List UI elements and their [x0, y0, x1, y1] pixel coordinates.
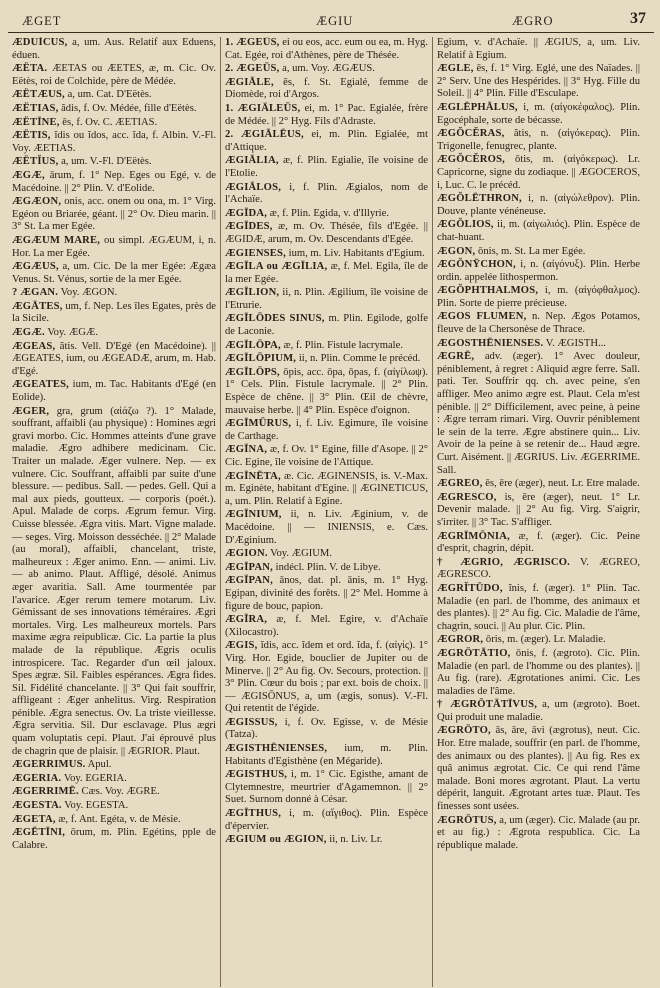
- dictionary-entry: [437, 648, 640, 698]
- dictionary-entry: [12, 406, 216, 759]
- entry-headword: ÆGÆUM MARE,: [12, 234, 101, 246]
- entry-definition: ătis, n. (αἰγόκερας). Plin. Trigonelle, fenugrec, plante.: [437, 128, 640, 152]
- columns: [8, 37, 654, 987]
- dictionary-entry: [437, 63, 640, 101]
- dictionary-entry: [12, 786, 216, 799]
- entry-headword: ÆËTA.: [12, 63, 48, 75]
- dictionary-entry: [12, 103, 216, 116]
- entry-headword: ÆGRŌTUS,: [437, 814, 497, 826]
- entry-headword: ÆGRŌTO,: [437, 725, 491, 737]
- entry-definition: ōnis, f. (ægroto). Cic. Plin. Maladie (en parl. de l'homme ou des plantes). || Au fig. (rare). Ægrotationes animi. Cic. Les maladies de l'âme.: [437, 647, 640, 697]
- entry-headword: ÆGOSTHĒNIENSES.: [437, 337, 544, 349]
- entry-headword: ÆGON,: [437, 245, 476, 257]
- entry-definition: æ, f. Plin. Egialie, île voisine de l'Etolie.: [225, 155, 428, 179]
- entry-definition: a, um (æger). Cic. Malade (au pr. et au fig.) : Ægrota respublica. Cic. La république malade.: [437, 814, 640, 851]
- entry-definition: æ, f. Mel. Egire, v. d'Achaïe (Xilocastro).: [225, 614, 428, 638]
- entry-headword: ÆGLĒPHĀLUS,: [437, 101, 518, 113]
- entry-headword: ÆGŎCĔROS,: [437, 154, 506, 166]
- entry-definition: onis, acc. onem ou ona, m. 1° Virg. Egéon ou Briarée, géant. || 2° Ov. Dieu marin. || 3° St. La mer Egée.: [12, 196, 216, 233]
- entry-headword: ÆGĪDES,: [225, 221, 273, 233]
- dictionary-entry: [225, 77, 428, 102]
- dictionary-entry: [225, 103, 428, 128]
- entry-definition: i, f. Plin. Ægialos, nom de l'Achaïe.: [225, 181, 428, 206]
- entry-definition: ōris, m. (æger). Lr. Maladie.: [485, 634, 606, 646]
- dictionary-entry: [225, 208, 428, 221]
- entry-definition: æ, m. Ov. Thésée, fils d'Egée. || ÆGIDÆ, arum, m. Ov. Descendants d'Egée.: [225, 221, 428, 245]
- entry-headword: ÆGŎLĒTHRON,: [437, 193, 522, 205]
- entry-headword: ÆGĪTHUS,: [225, 808, 282, 820]
- dictionary-entry: [437, 154, 640, 192]
- entry-headword: ÆGĪNIUM,: [225, 509, 282, 521]
- entry-definition: ii, n. Plin. Ægilium, île voisine de l'Etrurie.: [225, 287, 429, 311]
- entry-headword: † ÆGRŌTĀTĪVUS,: [437, 699, 538, 711]
- dictionary-entry: [437, 492, 640, 530]
- entry-headword: ÆGĪLŌPS,: [225, 366, 280, 378]
- entry-headword: ÆËTĪNE,: [12, 116, 60, 128]
- entry-headword: ÆGREO,: [437, 478, 483, 490]
- dictionary-entry: [437, 259, 640, 284]
- dictionary-entry: [225, 548, 428, 561]
- entry-definition: æ, f. Ov. 1° Egine, fille d'Asope. || 2° Cic. Egine, île voisine de l'Attique.: [225, 444, 428, 468]
- entry-headword: ÆGIENSES,: [225, 247, 286, 259]
- entry-headword: ÆGIĀLE,: [225, 76, 274, 88]
- entry-definition: ēs, f. Ov. C. ÆETIAS.: [62, 116, 158, 128]
- entry-headword: ÆGION.: [225, 548, 268, 560]
- entry-definition: ās, āre, āvi (ægrotus), neut. Cic. Hor. Etre malade, souffrir (en parl. de l'homme, des animaux ou des plantes). || Au fig. Res ex quâ animus ægrotat. Cic. Ce qui rend l'âme malade. Boni mores ægrotant. Plaut. La vertu dépérit, languit. Ægrotant artes tuæ. Plaut. Tes finesses sont usées.: [437, 725, 640, 813]
- dictionary-entry: [12, 814, 216, 827]
- dictionary-entry: [225, 562, 428, 575]
- dictionary-entry: [437, 128, 640, 153]
- entry-headword: ÆGĪPAN,: [225, 575, 273, 587]
- dictionary-entry: [12, 800, 216, 813]
- entry-headword: ÆGĪNA,: [225, 444, 268, 456]
- dictionary-entry: [225, 471, 428, 509]
- entry-headword: ÆGĪDA,: [225, 207, 268, 219]
- entry-headword: ÆGIĀLIA,: [225, 155, 279, 167]
- entry-definition: ii, n. Liv. Æginium, v. de Macédoine. || — INIENSIS, e. Cæs. D'Æginium.: [225, 509, 428, 546]
- entry-headword: ÆGERRIMĒ.: [12, 786, 79, 798]
- dictionary-entry: [12, 37, 216, 62]
- entry-definition: i, m. (αἰγοκέφαλος). Plin. Egocéphale, sorte de bécasse.: [437, 101, 641, 126]
- entry-definition: ĭnis, f. (æger). 1° Plin. Tac. Maladie (en parl. de l'homme, des animaux et des plantes). || 2° Au fig. Cic. Maladie de l'âme, chagrin, souci. || Au plur. Cic. Plin.: [437, 582, 640, 632]
- dictionary-entry: [225, 717, 428, 742]
- dictionary-entry: [12, 170, 216, 195]
- entry-headword: ÆËTĬUS,: [12, 156, 59, 168]
- entry-definition: æ, f. Mel. Egila, île de la mer Egée.: [225, 261, 428, 285]
- entry-headword: ÆGERIA.: [12, 772, 62, 784]
- entry-definition: indécl. Plin. V. de Libye.: [275, 561, 381, 573]
- entry-headword: ÆGRESCO,: [437, 491, 497, 503]
- dictionary-entry: [225, 261, 428, 286]
- entry-definition: Voy. ÆGÆ.: [47, 327, 98, 339]
- dictionary-entry: [225, 182, 428, 207]
- entry-definition: ōtis, m. (αἰγόκερως). Lr. Capricorne, signe du zodiaque. || ÆGOCEROS, i, Luc. C. le précéd.: [437, 154, 640, 191]
- entry-definition: æ, f. Plin. Egida, v. d'Illyrie.: [269, 207, 389, 219]
- entry-headword: 2. ÆGEŪS,: [225, 63, 280, 75]
- dictionary-entry: [12, 156, 216, 169]
- entry-headword: ÆGRĒ,: [437, 351, 475, 363]
- entry-definition: Voy. ÆGIUM.: [270, 548, 332, 560]
- dictionary-entry: [225, 808, 428, 833]
- dictionary-entry: [225, 640, 428, 716]
- entry-headword: ÆGŎCĔRAS,: [437, 128, 505, 140]
- dictionary-entry: [437, 219, 640, 244]
- entry-definition: ium, m. Liv. Habitants d'Egium.: [288, 247, 425, 259]
- dictionary-entry: [12, 773, 216, 786]
- dictionary-entry: [225, 353, 428, 366]
- dictionary-entry: [225, 155, 428, 180]
- entry-definition: ārum, f. 1° Nep. Eges ou Egé, v. de Macédoine. || 2° Plin. V. d'Eolide.: [12, 169, 216, 194]
- dictionary-entry: [437, 531, 640, 556]
- entry-definition: ei, m. 1° Pac. Egialée, frère de Médée. || 2° Hyg. Fils d'Adraste.: [225, 102, 428, 127]
- entry-definition: um, f. Nep. Les îles Egates, près de la Sicile.: [12, 300, 216, 325]
- entry-headword: ÆGĪLŌDES SINUS,: [225, 313, 325, 325]
- dictionary-entry: [12, 196, 216, 234]
- header-left-guideword: ÆGET: [22, 14, 62, 28]
- entry-definition: m. Plin. Egilode, golfe de Laconie.: [225, 313, 428, 338]
- entry-definition: Voy. EGERIA.: [63, 772, 127, 784]
- header-middle-guideword: ÆGIU: [316, 14, 354, 28]
- entry-headword: ÆGĪPAN,: [225, 561, 273, 573]
- entry-headword: ÆGŎPHTHALMOS,: [437, 285, 539, 297]
- entry-headword: ÆGEATES,: [12, 379, 70, 391]
- entry-definition: is, ēre (æger), neut. 1° Lr. Devenir malade. || 2° Au fig. Virg. S'aigrir, s'irriter. || 3° Tac. S'affliger.: [437, 491, 640, 528]
- entry-definition: ătis. Vell. D'Egé (en Macédoine). || ÆGEATES, ium, ou ÆGEADÆ, arum, m. Hab. d'Egé.: [12, 340, 216, 377]
- entry-definition: ĭdis ou ĭdos, acc. ĭda, f. Albin. V.-Fl. Voy. ÆETIAS.: [12, 130, 216, 154]
- entry-definition: ēs, ēre (æger), neut. Lr. Etre malade.: [485, 478, 640, 490]
- entry-headword: ÆËTÆUS,: [12, 89, 65, 101]
- running-header: [8, 6, 654, 33]
- entry-definition: ei, m. Plin. Egialée, mt d'Attique.: [225, 129, 428, 153]
- entry-headword: ÆGĪNĒTA,: [225, 470, 281, 482]
- entry-definition: gra, grum (αἰάζω ?). 1° Malade, souffrant, affaibli (au physique) : Homines ægri gravi morbo. Cic. Hommes atteints d'une grave maladie. Ægro adhibere medicinam. Cic. Traiter un malade. Æger vulnere. Nep. — ex vulnere. Cic. Souffrant, affaibli par suite d'une blessure. — pedibus. Sall. — pedes. Gell. Qui a mal aux pieds, goutteux. — corporis (poét.). Apul. Malade de corps. Ægrum femur. Virg. Cuisse blessée. Ægra vitis. Mart. Vigne malade. — seges. Virg. Moisson desséchée. || 2° Malade (au moral), affaibli, chancelant, triste, malheureux : Æger animo. Enn. — animi. Liv. — ab animo. Plaut. Affligé, désolé. Animus æger avaritia. Sall. Ame tourmentée par l'avarice. Æger rerum temere motarum. Liv. Gémissant de ses innovations téméraires. Ægri mortales. Virg. Les malheureux mortels. Pars maxime ægra reipublicæ. Cic. La partie la plus malade de la république. Ægris oculis introspicere. Tac. Regarder d'un œil jaloux. Spes ægræ. Sil. Faibles espérances. Ægra fides. Sil. Fidélité chancelante. || 3° Qui fait souffrir, affligeant : Æger anhelitus. Virg. Respiration pénible. Ægra senectus. Ov. La triste vieillesse. Ægra servitia. Sil. Dur esclavage. Plus ægri quam voluptatis cepi. Plaut. J'ai éprouvé plus de chagrin que de plaisir. || ÆGRIOR. Plaut.: [12, 405, 216, 757]
- entry-headword: † ÆGRIO, ÆGRISCO.: [437, 556, 571, 568]
- entry-definition: ĭdis, acc. ĭdem et ord. ĭda, f. (αἰγίς). 1° Virg. Hor. Egide, bouclier de Jupiter ou de Minerve. || 2° Au fig. Ov. Secours, protection. || 3° Plin. Cœur du bois ; par ext. bois de choix. || — ÆGISŌNUS, a, um (ægis, sonus). V.-Fl. Qui retentit de l'égide.: [225, 640, 428, 715]
- dictionary-entry: [12, 379, 216, 404]
- entry-definition: ōpis, acc. ōpa, ōpas, f. (αἰγίλωψ). 1° Cels. Plin. Fistule lacrymale. || 2° Plin. Espèce de chêne. || 3° Plin. Œil de chèvre, mauvaise herbe. || 4° Plin. Espèce d'oignon.: [225, 366, 428, 416]
- entry-headword: ÆGÆ,: [12, 169, 45, 181]
- entry-definition: a, um. V.-Fl. D'Eëtès.: [61, 156, 152, 168]
- entry-definition: ÆETAS ou ÆETES, æ, m. Cic. Ov. Eëtès, roi de Colchide, père de Médée.: [12, 63, 216, 87]
- dictionary-entry: [225, 614, 428, 639]
- entry-definition: æ. Cic. ÆGINENSIS, is. V.-Max. m. Eginète, habitant d'Egine. || ÆGINETICUS, a, um. Plin. Relatif à Egine.: [225, 470, 428, 507]
- entry-headword: ÆGĪRA,: [225, 614, 268, 626]
- entry-headword: ÆGÆON,: [12, 196, 62, 208]
- dictionary-entry: [437, 193, 640, 218]
- dictionary-entry: [437, 285, 640, 310]
- dictionary-entry: [12, 327, 216, 340]
- entry-definition: a, um. Cic. De la mer Egée: Ægæa Venus. St. Vénus, sortie de la mer Egée.: [12, 261, 216, 285]
- dictionary-entry: [12, 341, 216, 379]
- dictionary-entry: [12, 235, 216, 260]
- entry-definition: ium, m. Plin. Habitants d'Egisthène (en Mégaride).: [225, 743, 428, 767]
- entry-headword: ÆGEAS,: [12, 340, 56, 352]
- dictionary-entry: [437, 634, 640, 647]
- entry-definition: ii, n. Liv. Lr.: [329, 834, 383, 846]
- entry-headword: 1. ÆGEŪS,: [225, 37, 280, 48]
- entry-definition: ēs, f. 1° Virg. Eglé, une des Naïades. || 2° Serv. Une des Hespérides. || 3° Hyg. Fille du Soleil. || 4° Plin. Fille d'Esculape.: [437, 63, 641, 100]
- entry-definition: ei ou eos, acc. eum ou ea, m. Hyg. Cat. Egée, roi d'Athènes, père de Thésée.: [225, 37, 428, 61]
- entry-headword: ÆGESTA.: [12, 800, 62, 812]
- column-2: [220, 37, 432, 987]
- entry-definition: i, m. (αἴγιθος). Plin. Espèce d'épervier.: [225, 808, 428, 832]
- entry-definition: ou simpl. ÆGÆUM, i, n. Hor. La mer Egée.: [12, 234, 216, 259]
- dictionary-entry: [225, 129, 428, 154]
- dictionary-entry: [225, 340, 428, 353]
- entry-headword: ÆGÆUS,: [12, 261, 59, 273]
- entry-definition: ii, m. (αἰγωλιός). Plin. Espèce de chat-huant.: [437, 219, 640, 243]
- dictionary-entry: [437, 246, 640, 259]
- entry-definition: ii, n. Plin. Comme le précéd.: [298, 353, 421, 365]
- entry-definition: ōrum, m. Plin. Egétins, pple de Calabre.: [12, 827, 216, 851]
- dictionary-entry: [437, 102, 640, 127]
- entry-definition: æ, f. Plin. Fistule lacrymale.: [283, 339, 403, 351]
- entry-definition: Voy. ÆGON.: [60, 287, 118, 299]
- entry-definition: a, um. Voy. ÆGÆUS.: [282, 63, 375, 75]
- entry-headword: ÆGĒTĪNI,: [12, 827, 66, 839]
- dictionary-entry: [225, 509, 428, 547]
- entry-headword: ÆGETA,: [12, 813, 56, 825]
- dictionary-entry: [12, 63, 216, 88]
- dictionary-entry: [12, 117, 216, 130]
- entry-headword: ÆGISSUS,: [225, 716, 278, 728]
- dictionary-entry: [225, 769, 428, 807]
- dictionary-entry: [225, 367, 428, 417]
- entry-headword: ÆGRĬTŪDO,: [437, 582, 503, 594]
- dictionary-entry: [12, 261, 216, 286]
- entry-headword: ÆGĀTES,: [12, 300, 63, 312]
- header-right-guideword: ÆGRO: [512, 14, 554, 28]
- column-1: [8, 37, 220, 987]
- entry-headword: ? ÆGAN.: [12, 287, 59, 299]
- entry-definition: i, f. Ov. Egisse, v. de Mésie (Tatza).: [225, 716, 428, 741]
- dictionary-entry: [12, 827, 216, 852]
- entry-headword: ÆGIĀLOS,: [225, 181, 282, 193]
- entry-definition: ānos, dat. pl. ānis, m. 1° Hyg. Egipan, divinité des forêts. || 2° Mel. Homme à figure de bouc, papion.: [225, 575, 429, 612]
- entry-headword: ÆGĪLION,: [225, 287, 280, 299]
- dictionary-entry: [225, 834, 428, 847]
- dictionary-entry: [12, 759, 216, 772]
- column-3: [432, 37, 644, 987]
- entry-headword: ÆGLE,: [437, 63, 474, 75]
- dictionary-entry: [225, 221, 428, 246]
- entry-definition: ium, m. Tac. Habitants d'Egé (en Eolide).: [12, 379, 216, 404]
- entry-headword: ÆËTIAS,: [12, 102, 59, 114]
- entry-definition: æ, f. Ant. Egéta, v. de Mésie.: [58, 813, 181, 825]
- entry-definition: i, m. 1° Cic. Egisthe, amant de Clytemnestre, meurtrier d'Agamemnon. || 2° Suet. Surnom donné à César.: [225, 769, 428, 806]
- entry-definition: i, m. (αἰγόφθαλμος). Plin. Sorte de pierre précieuse.: [437, 285, 640, 309]
- entry-headword: ÆGER,: [12, 405, 50, 417]
- entry-definition: Apul.: [87, 759, 112, 771]
- entry-definition: i, n. (αἰγώλεθρον). Plin. Douve, plante vénéneuse.: [437, 193, 640, 217]
- dictionary-entry: [225, 743, 428, 768]
- dictionary-entry: [225, 37, 428, 62]
- entry-definition: adv. (æger). 1° Avec douleur, péniblement, à regret : Aliquid ægre ferre. Sall. pati. Ter. Souffrir qq. ch. avec peine, s'en affliger. Meo animo ægre est. Plaut. Cela m'est pénible. || 2° Difficilement, avec peine, à peine : Ægre terram rimari. Virg. Ouvrir péniblement le sein de la terre. Ægre abstinere quin... Liv. Avoir de la peine à se retenir de... Haud ægre. Curt. Aisément. || ÆGRIUS. Liv. ÆGERRIME. Sall.: [437, 351, 641, 476]
- dictionary-entry: [225, 63, 428, 76]
- entry-definition: Voy. EGESTA.: [64, 800, 129, 812]
- dictionary-entry: [437, 699, 640, 724]
- entry-headword: ÆGERRIMUS.: [12, 759, 86, 771]
- entry-headword: ÆGĪMŪRUS,: [225, 418, 292, 430]
- entry-definition: ēs, f. St. Egialé, femme de Diomède, roi d'Argos.: [225, 76, 428, 101]
- entry-definition: i, f. Liv. Egimure, île voisine de Carthage.: [225, 418, 428, 442]
- entry-headword: ÆGĪLA ou ÆGĪLIA,: [225, 261, 328, 273]
- entry-definition: V. ÆGISTH...: [545, 337, 606, 349]
- dictionary-entry: [12, 130, 216, 155]
- entry-headword: ÆDUĬCUS,: [12, 37, 68, 48]
- dictionary-entry: [12, 287, 216, 300]
- entry-definition: a, um. Aus. Relatif aux Eduens, éduen.: [12, 37, 216, 61]
- entry-definition: ădis, f. Ov. Médée, fille d'Eëtès.: [61, 102, 197, 114]
- entry-headword: ÆGIUM ou ÆGION,: [225, 834, 327, 846]
- entry-definition: V. ÆGREO, ÆGRESCO.: [437, 556, 640, 581]
- dictionary-entry: [225, 287, 428, 312]
- entry-headword: ÆGÆ.: [12, 327, 45, 339]
- entry-headword: ÆGĪLŌPA,: [225, 339, 281, 351]
- dictionary-entry: [437, 37, 640, 62]
- entry-headword: ÆGOS FLUMEN,: [437, 311, 527, 323]
- dictionary-entry: [437, 311, 640, 336]
- dictionary-entry: [437, 557, 640, 582]
- entry-headword: ÆGŎNȲCHON,: [437, 259, 516, 271]
- entry-definition: a, um. Cat. D'Eëtès.: [67, 89, 152, 101]
- dictionary-entry: [225, 248, 428, 261]
- dictionary-entry: [225, 575, 428, 613]
- dictionary-entry: [437, 351, 640, 477]
- entry-headword: ÆGĪLŌPIUM,: [225, 353, 297, 365]
- entry-headword: ÆGŎLIOS,: [437, 219, 494, 231]
- entry-headword: ÆGISTHĒNIENSES,: [225, 743, 328, 755]
- dictionary-entry: [437, 725, 640, 813]
- entry-definition: Cæs. Voy. ÆGRE.: [81, 786, 160, 798]
- entry-definition: i, n. (αἰγόνυξ). Plin. Herbe ordin. appelée lithospermon.: [437, 259, 641, 283]
- entry-definition: æ, f. (æger). Cic. Peine d'esprit, chagrin, dépit.: [437, 530, 640, 555]
- dictionary-entry: [437, 338, 640, 351]
- dictionary-entry: [225, 444, 428, 469]
- dictionary-entry: [12, 89, 216, 102]
- entry-definition: a, um (ægroto). Boet. Qui produit une maladie.: [437, 699, 641, 723]
- entry-headword: 1. ÆGIĀLEŪS,: [225, 102, 301, 114]
- entry-definition: Egium, v. d'Achaïe. || ÆGIUS, a, um. Liv. Relatif à Egium.: [437, 37, 640, 61]
- entry-headword: ÆËTIS,: [12, 130, 51, 142]
- entry-headword: ÆGIS,: [225, 640, 258, 652]
- entry-definition: ōnis, m. St. La mer Egée.: [478, 245, 586, 257]
- dictionary-entry: [437, 583, 640, 633]
- entry-headword: ÆGRŌTĀTIO,: [437, 647, 511, 659]
- entry-headword: 2. ÆGIĀLĒUS,: [225, 129, 304, 141]
- entry-headword: ÆGISTHUS,: [225, 769, 288, 781]
- page-number: 37: [630, 10, 646, 27]
- entry-definition: n. Nep. Ægos Potamos, fleuve de la Chersonèse de Thrace.: [437, 311, 640, 336]
- dictionary-entry: [12, 301, 216, 326]
- dictionary-entry: [437, 815, 640, 853]
- dictionary-entry: [225, 418, 428, 443]
- entry-headword: ÆGRĪMŌNIA,: [437, 530, 510, 542]
- dictionary-entry: [437, 478, 640, 491]
- dictionary-entry: [225, 313, 428, 338]
- entry-headword: ÆGROR,: [437, 634, 484, 646]
